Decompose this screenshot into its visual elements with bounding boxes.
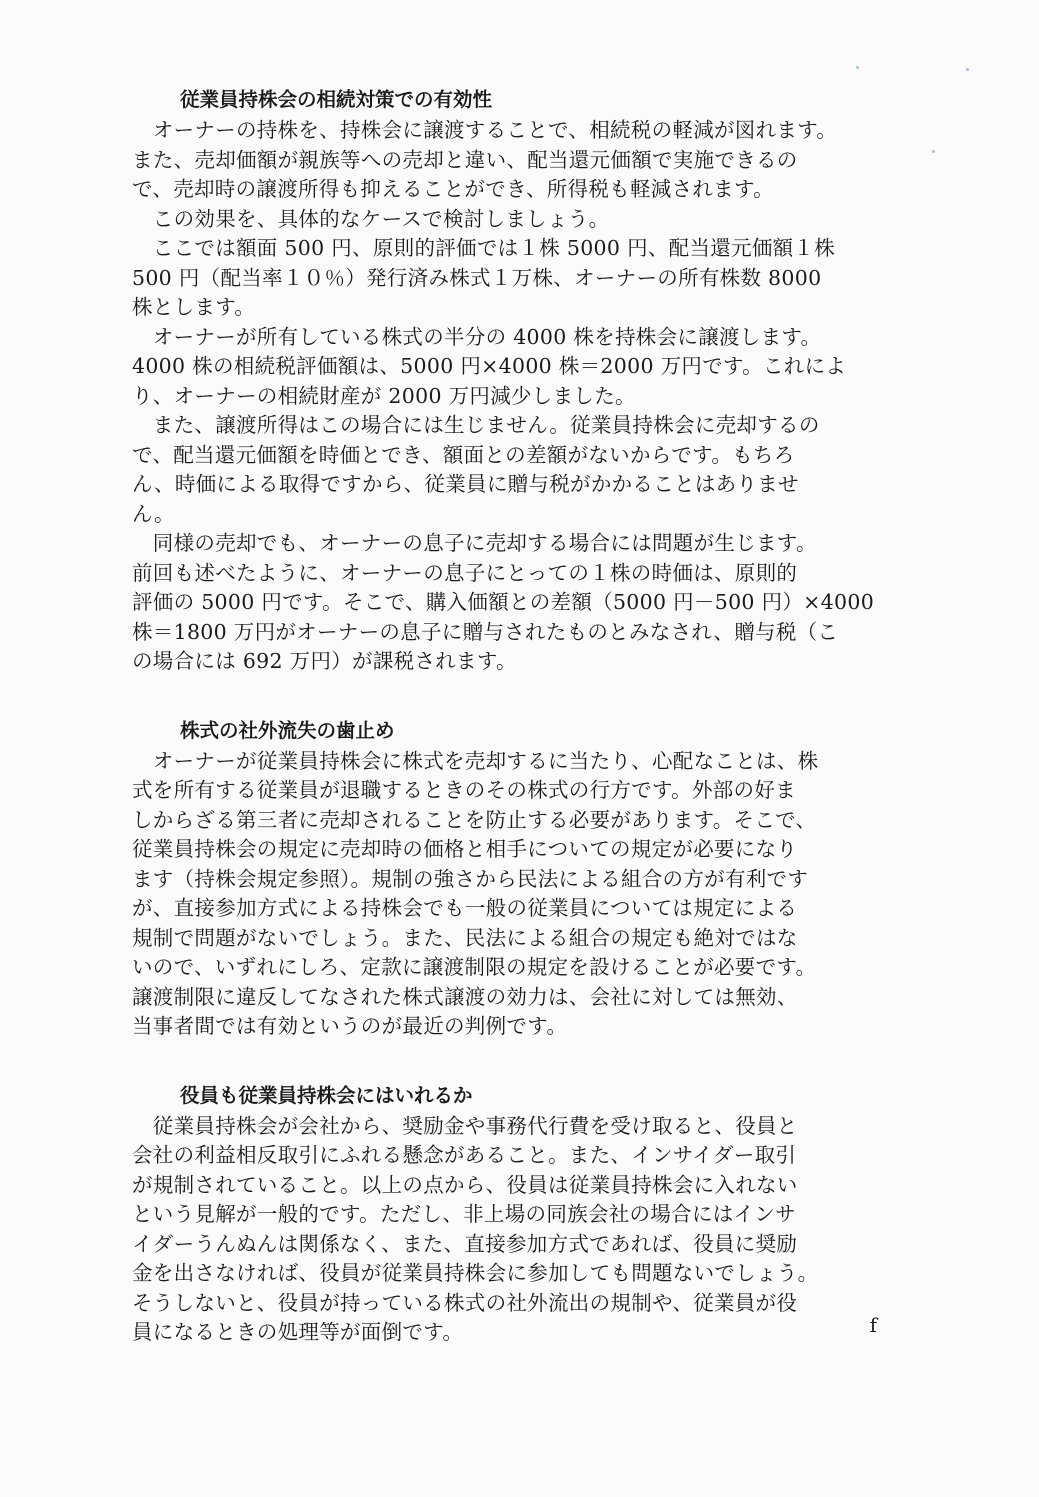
paragraph [132, 323, 892, 412]
text-line: また、譲渡所得はこの場合には生じません。従業員持株会に売却するの [132, 413, 820, 437]
text-line: 500 円（配当率１０％）発行済み株式１万株、オーナーの所有株数 8000 [132, 265, 822, 290]
section-heading: 役員も従業員持株会にはいれるか [180, 1083, 473, 1107]
paragraph [132, 747, 892, 1042]
text-line: り、オーナーの相続財産が 2000 万円減少しました。 [132, 383, 636, 408]
paragraph [132, 411, 892, 529]
text-line: 譲渡制限に違反してなされた株式譲渡の効力は、会社に対しては無効、 [132, 984, 798, 1009]
text-line: が規制されていること。以上の点から、役員は従業員持株会に入れない [132, 1172, 798, 1197]
scan-speck [856, 66, 859, 69]
text-line: 株＝1800 万円がオーナーの息子に贈与されたものとみなされ、贈与税（こ [132, 619, 839, 644]
text-line: 規制で問題がないでしょう。また、民法による組合の規定も絶対ではな [132, 925, 798, 950]
text-line: 従業員持株会が会社から、奨励金や事務代行費を受け取ると、役員と [132, 1113, 798, 1138]
text-line: 評価の 5000 円です。そこで、購入価額との差額（5000 円－500 円）×4000 [132, 590, 875, 614]
text-line: 当事者間では有効というのが最近の判例です。 [132, 1014, 568, 1038]
text-line: で、売却時の譲渡所得も抑えることができ、所得税も軽減されます。 [132, 177, 774, 201]
text-line: しからざる第三者に売却されることを防止する必要があります。そこで、 [132, 807, 817, 832]
paragraph [132, 205, 892, 235]
scan-speck [932, 150, 935, 153]
text-line: 金を出さなければ、役員が従業員持株会に参加しても問題ないでしょう。 [132, 1261, 819, 1285]
text-line: の場合には 692 万円）が課税されます。 [132, 649, 517, 673]
text-line: で、配当還元価額を時価とでき、額面との差額がないからです。もちろ [132, 442, 795, 467]
text-line: オーナーの持株を、持株会に譲渡することで、相続税の軽減が図れます。 [132, 118, 838, 142]
section-heading: 株式の社外流失の歯止め [180, 718, 395, 742]
text-line: ん。 [132, 501, 175, 526]
text-line: この効果を、具体的なケースで検討しましょう。 [132, 206, 610, 231]
text-line: という見解が一般的です。ただし、非上場の同族会社の場合にはインサ [132, 1202, 796, 1226]
document-body [132, 84, 892, 1348]
end-mark: f [869, 1313, 877, 1337]
text-line: が、直接参加方式による持株会でも一般の従業員については規定による [132, 896, 798, 920]
text-line: 前回も述べたように、オーナーの息子にとっての１株の時価は、原則的 [132, 560, 798, 585]
text-line: 従業員持株会の規定に売却時の価格と相手についての規定が必要になり [132, 837, 798, 861]
text-line: 同様の売却でも、オーナーの息子に売却する場合には問題が生じます。 [132, 531, 817, 555]
text-line: 4000 株の相続税評価額は、5000 円×4000 株＝2000 万円です。これによ [132, 354, 847, 378]
text-line: いので、いずれにしろ、定款に譲渡制限の規定を設けることが必要です。 [132, 955, 817, 979]
text-line: ます（持株会規定参照）。規制の強さから民法による組合の方が有利です [132, 866, 809, 891]
text-line: ここでは額面 500 円、原則的評価では１株 5000 円、配当還元価額１株 [132, 236, 836, 260]
paragraph [132, 116, 892, 205]
text-line: そうしないと、役員が持っている株式の社外流出の規制や、従業員が役 [132, 1290, 798, 1315]
text-line: 員になるときの処理等が面倒です。 [132, 1320, 464, 1344]
section-gap [132, 1042, 892, 1080]
paragraph [132, 234, 892, 323]
text-line: 式を所有する従業員が退職するときのその株式の行方です。外部の好ま [132, 778, 796, 802]
text-line: 株とします。 [132, 295, 256, 319]
text-line: オーナーが所有している株式の半分の 4000 株を持株会に譲渡します。 [132, 324, 822, 349]
text-line: イダーうんぬんは関係なく、また、直接参加方式であれば、役員に奨励 [132, 1231, 798, 1256]
section-heading: 従業員持株会の相続対策での有効性 [180, 88, 493, 111]
text-line: 会社の利益相反取引にふれる懸念があること。また、インサイダー取引 [132, 1143, 797, 1167]
paragraph [132, 529, 892, 677]
paragraph [132, 1112, 892, 1348]
section-gap [132, 677, 892, 715]
text-line: オーナーが従業員持株会に株式を売却するに当たり、心配なことは、株 [132, 748, 819, 773]
scan-speck [966, 68, 969, 71]
text-line: また、売却価額が親族等への売却と違い、配当還元価額で実施できるの [132, 147, 798, 172]
text-line: ん、時価による取得ですから、従業員に贈与税がかかることはありませ [132, 472, 799, 496]
